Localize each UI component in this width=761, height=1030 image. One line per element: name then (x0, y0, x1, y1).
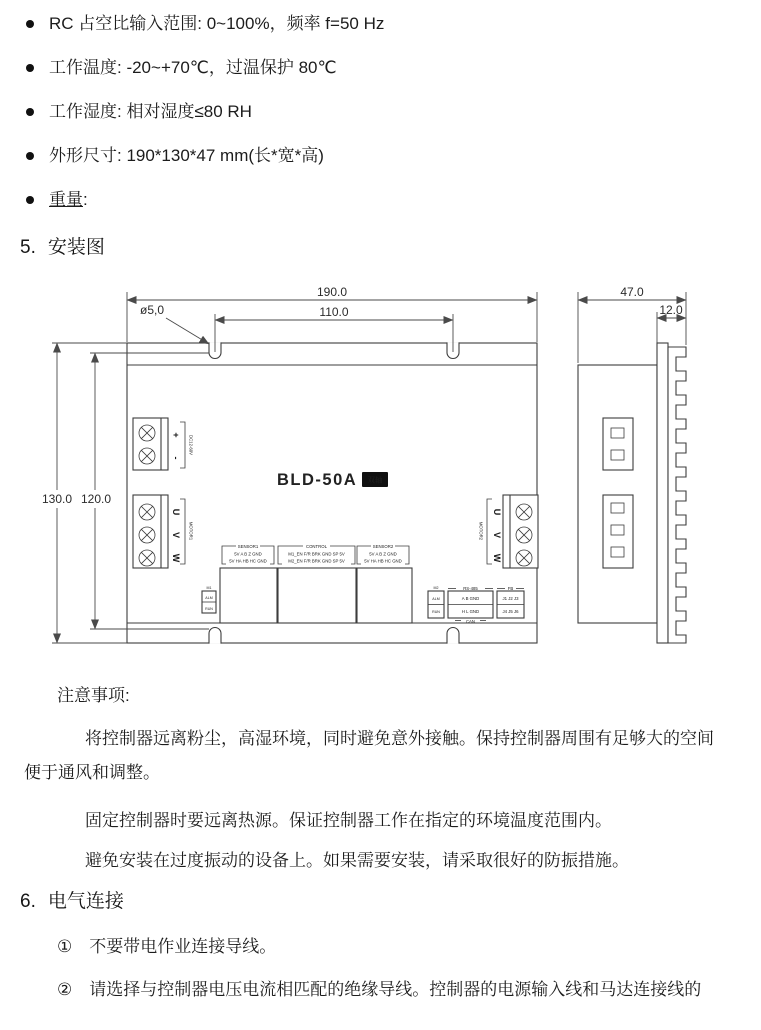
notes-title: 注意事项: (57, 686, 130, 705)
spec-text: 外形尺寸: 190*130*47 mm(长*宽*高) (49, 146, 324, 165)
fb-title: FB (507, 586, 514, 591)
bullet-icon (26, 64, 34, 72)
motor2-u-label: U (492, 508, 502, 516)
spec-item-weight (26, 189, 384, 211)
led2-run: RUN (432, 610, 440, 614)
bullet-icon (26, 196, 34, 204)
spec-text: 工作湿度: 相对湿度≤80 RH (49, 102, 252, 121)
led1-title: M1 (206, 586, 212, 590)
sensor1-title: SENSOR1 (237, 544, 259, 549)
led2-title: M2 (433, 586, 439, 590)
dim-hole-span: 110.0 (319, 305, 349, 319)
motor2-w-label: W (492, 553, 502, 563)
sensor2-row2: 5V HA HB HC GND (364, 558, 402, 564)
bullet-icon (26, 152, 34, 160)
sensor1-row1: 5V A B Z GND (234, 551, 262, 557)
model-name: BLD-50A (277, 471, 358, 489)
fb-row1: J1 J2 J3 (502, 596, 519, 601)
item-text: 请选择与控制器电压电流相匹配的绝缘导线。控制器的电源输入线和马达连接线的 (89, 980, 702, 999)
mounting-plate (657, 343, 668, 643)
paragraph-line: 将控制器远离粉尘，高湿环境，同时避免意外接触。保持控制器周围有足够大的空间 (85, 729, 714, 748)
connector-bodies (220, 568, 412, 623)
control-row2: M2_EN F/R BRK GND SP 5V (288, 558, 345, 564)
led1-alm: ALM (205, 596, 213, 600)
dim-depth: 47.0 (620, 285, 644, 299)
model-badge-text: 双轴 (367, 475, 383, 485)
spec-list (26, 13, 384, 233)
motor2-label: MOTOR2 (478, 521, 484, 541)
installation-diagram (0, 272, 761, 672)
dim-hole-diameter: ø5,0 (139, 303, 165, 317)
dim-hole-height: 120.0 (80, 492, 112, 506)
spec-text: RC 占空比输入范围: 0~100%，频率 f=50 Hz (49, 14, 385, 33)
can-label: CAN (465, 619, 476, 624)
power-minus-label: - (171, 456, 181, 460)
sensor2-connector (357, 568, 412, 623)
sensor2-title: SENSOR2 (372, 544, 394, 549)
section-number: 6. (20, 891, 36, 912)
weight-label: 重量 (49, 190, 83, 209)
led1-run: RUN (205, 607, 213, 611)
motor1-label: MOTOR1 (188, 521, 194, 541)
motor1-w-label: W (171, 553, 181, 563)
rs485-row1: A B GND (461, 596, 480, 601)
heatsink-fins (668, 347, 686, 643)
motor1-u-label: U (171, 508, 181, 516)
weight-colon: : (83, 190, 88, 209)
motor1-v-label: V (171, 531, 181, 539)
spec-text: 工作温度: -20~+70℃，过温保护 80℃ (49, 58, 337, 77)
sensor1-connector (220, 568, 277, 623)
item-number-icon: ① (57, 937, 73, 956)
sensor2-row1: 5V A B Z GND (369, 551, 397, 557)
model-label-group (277, 471, 388, 489)
installation-diagram-svg (0, 272, 761, 672)
dim-fin-depth: 12.0 (659, 303, 683, 317)
section-5-heading (20, 236, 105, 260)
dim-width: 190.0 (316, 285, 348, 299)
control-title: CONTROL (305, 544, 328, 549)
section-number: 5. (20, 237, 36, 258)
paragraph-line: 便于通风和调整。 (24, 763, 160, 782)
spec-text (49, 189, 88, 211)
power-plus-label: + (171, 432, 181, 438)
rs485-title: RS-485 (463, 586, 478, 591)
section-title: 电气连接 (47, 891, 124, 912)
rs485-row2: H L GND (461, 609, 480, 614)
control-connector (278, 568, 356, 623)
sensor1-row2: 5V HA HB HC GND (229, 558, 267, 564)
power-voltage-label: DC12-60V (188, 434, 194, 456)
spec-item-rc (26, 13, 384, 35)
item-text: 不要带电作业连接导线。 (89, 937, 277, 956)
spec-item-temperature (26, 57, 384, 79)
item-number-icon: ② (57, 980, 73, 999)
section-6-heading (20, 890, 124, 914)
spec-item-humidity (26, 101, 384, 123)
electrical-item-1 (57, 936, 276, 958)
motor2-v-label: V (492, 531, 502, 539)
notes-paragraph-2: 固定控制器时要远离热源。保证控制器工作在指定的环境温度范围内。 (85, 811, 612, 830)
notes-paragraph-3: 避免安装在过度振动的设备上。如果需要安装，请采取很好的防振措施。 (85, 851, 629, 870)
led2-alm: ALM (432, 597, 440, 601)
electrical-item-2 (57, 979, 701, 1001)
control-row1: M1_EN F/R BRK GND SP 5V (288, 551, 345, 557)
spec-item-size (26, 145, 384, 167)
mounting-slot-bottom-right (447, 628, 459, 644)
dim-height: 130.0 (41, 492, 73, 506)
mounting-slot-bottom-left (209, 628, 221, 644)
side-view (578, 343, 686, 643)
bullet-icon (26, 108, 34, 116)
bullet-icon (26, 20, 34, 28)
section-title: 安装图 (47, 237, 105, 258)
notes-paragraph-1 (24, 722, 730, 790)
fb-row2: J4 J5 J6 (502, 609, 519, 614)
